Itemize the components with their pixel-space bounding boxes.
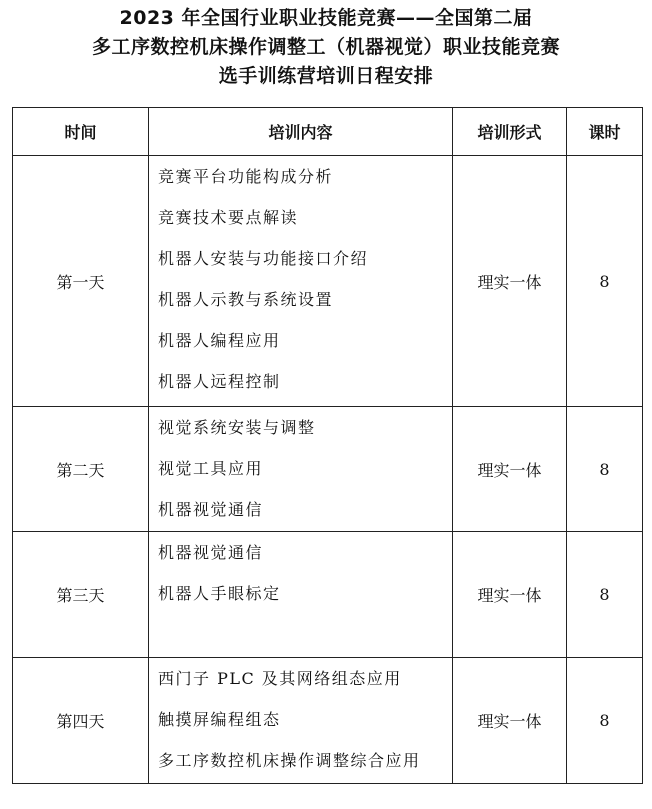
content-item: 触摸屏编程组态	[158, 710, 281, 729]
content-cell	[149, 156, 453, 407]
content-item: 竞赛技术要点解读	[158, 208, 299, 227]
header-time: 时间	[13, 108, 149, 156]
title-line-3: 选手训练营培训日程安排	[218, 65, 434, 87]
table-row-day-1	[13, 156, 643, 407]
content-item: 机器人编程应用	[158, 331, 281, 350]
hours-cell: 8	[567, 532, 643, 658]
day-cell: 第一天	[13, 156, 149, 407]
content-item: 竞赛平台功能构成分析	[158, 167, 334, 186]
header-hours: 课时	[567, 108, 643, 156]
hours-cell: 8	[567, 156, 643, 407]
content-item: 机器人远程控制	[158, 372, 281, 391]
content-item: 机器人示教与系统设置	[158, 290, 334, 309]
day-cell: 第三天	[13, 532, 149, 658]
document-title	[0, 4, 652, 91]
content-cell	[149, 658, 453, 784]
format-cell: 理实一体	[453, 156, 567, 407]
header-content: 培训内容	[149, 108, 453, 156]
table-row-day-4	[13, 658, 643, 784]
title-line-2: 多工序数控机床操作调整工（机器视觉）职业技能竞赛	[91, 36, 560, 58]
content-item: 机器人手眼标定	[158, 584, 281, 603]
title-line-1: 2023 年全国行业职业技能竞赛——全国第二届	[119, 7, 533, 29]
content-cell	[149, 532, 453, 658]
hours-cell: 8	[567, 407, 643, 532]
content-cell	[149, 407, 453, 532]
format-cell: 理实一体	[453, 658, 567, 784]
table-row-day-2	[13, 407, 643, 532]
hours-cell: 8	[567, 658, 643, 784]
table-header-row	[13, 108, 643, 156]
day-cell: 第二天	[13, 407, 149, 532]
content-item: 多工序数控机床操作调整综合应用	[158, 751, 421, 770]
day-cell: 第四天	[13, 658, 149, 784]
header-format: 培训形式	[453, 108, 567, 156]
content-item: 视觉系统安装与调整	[158, 418, 316, 437]
content-item: 视觉工具应用	[158, 459, 264, 478]
schedule-table	[12, 107, 643, 784]
format-cell: 理实一体	[453, 407, 567, 532]
content-item: 西门子 PLC 及其网络组态应用	[158, 669, 402, 688]
content-item: 机器视觉通信	[158, 500, 264, 519]
table-row-day-3	[13, 532, 643, 658]
content-item: 机器人安装与功能接口介绍	[158, 249, 369, 268]
format-cell: 理实一体	[453, 532, 567, 658]
content-item: 机器视觉通信	[158, 543, 264, 562]
